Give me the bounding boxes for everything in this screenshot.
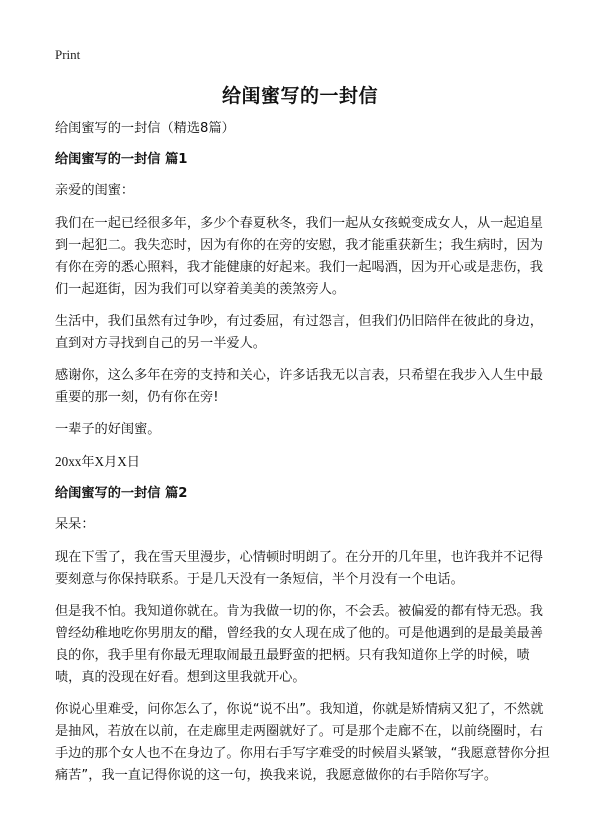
letter-2-greeting: 呆呆： <box>55 517 95 532</box>
document-body <box>55 118 556 797</box>
letter-2-paragraph-3: 你说心里难受，问你怎么了，你说“说不出”。我知道，你就是矫情病又犯了，不然就是抽风，若放在以前，在走廊里走两圈就好了。可是那个走廊不在，以前绕圈时，右手边的那个女人也不在身边了。你用右手写字难受的时候眉头紧皱，“我愿意替你分担痛苦”，我一直记得你说的这一句，换我来说，我愿意做你的右手陪你写字。 <box>55 702 550 783</box>
document-subtitle: 给闺蜜写的一封信（精选8篇） <box>55 121 235 136</box>
letter-1-paragraph-3: 感谢你，这么多年在旁的支持和关心，许多话我无以言表，只希望在我步入人生中最重要的那一刻，仍有你在旁! <box>55 368 543 405</box>
letter-2-paragraph-2: 但是我不怕。我知道你就在。肯为我做一切的你，不会丢。被偏爱的都有恃无恐。我曾经幼稚地吃你男朋友的醋，曾经我的女人现在成了他的。可是他遇到的是最美最善良的你，我手里有你最无理取闹最丑最野蛮的把柄。只有我知道你上学的时候，啧啧，真的没现在好看。想到这里我就开心。 <box>55 604 543 685</box>
page-title: 给闺蜜写的一封信 <box>221 85 378 107</box>
letter-2-heading: 给闺蜜写的一封信 篇2 <box>55 486 188 501</box>
letter-1-paragraph-2: 生活中，我们虽然有过争吵，有过委屈，有过怨言，但我们仍旧陪伴在彼此的身边，直到对方寻找到自己的另一半爱人。 <box>55 314 543 351</box>
letter-2-paragraph-1: 现在下雪了，我在雪天里漫步，心情顿时明朗了。在分开的几年里，也许我并不记得要刻意与你保持联系。于是几天没有一条短信，半个月没有一个电话。 <box>55 550 543 587</box>
letter-1-signature: 一辈子的好闺蜜。 <box>55 422 161 437</box>
letter-1-heading: 给闺蜜写的一封信 篇1 <box>55 152 188 167</box>
print-link[interactable]: Print <box>55 47 81 62</box>
letter-1-date: 20xx年X月X日 <box>55 454 140 469</box>
letter-1-paragraph-1: 我们在一起已经很多年，多少个春夏秋冬，我们一起从女孩蜕变成女人，从一起追星到一起犯二。我失恋时，因为有你的在旁的安慰，我才能重获新生；我生病时，因为有你在旁的悉心照料，我才能健康的好起来。我们一起喝酒，因为开心或是悲伤，我们一起逛街，因为我们可以穿着美美的羡煞旁人。 <box>55 216 543 297</box>
letter-1-greeting: 亲爱的闺蜜： <box>55 183 135 198</box>
